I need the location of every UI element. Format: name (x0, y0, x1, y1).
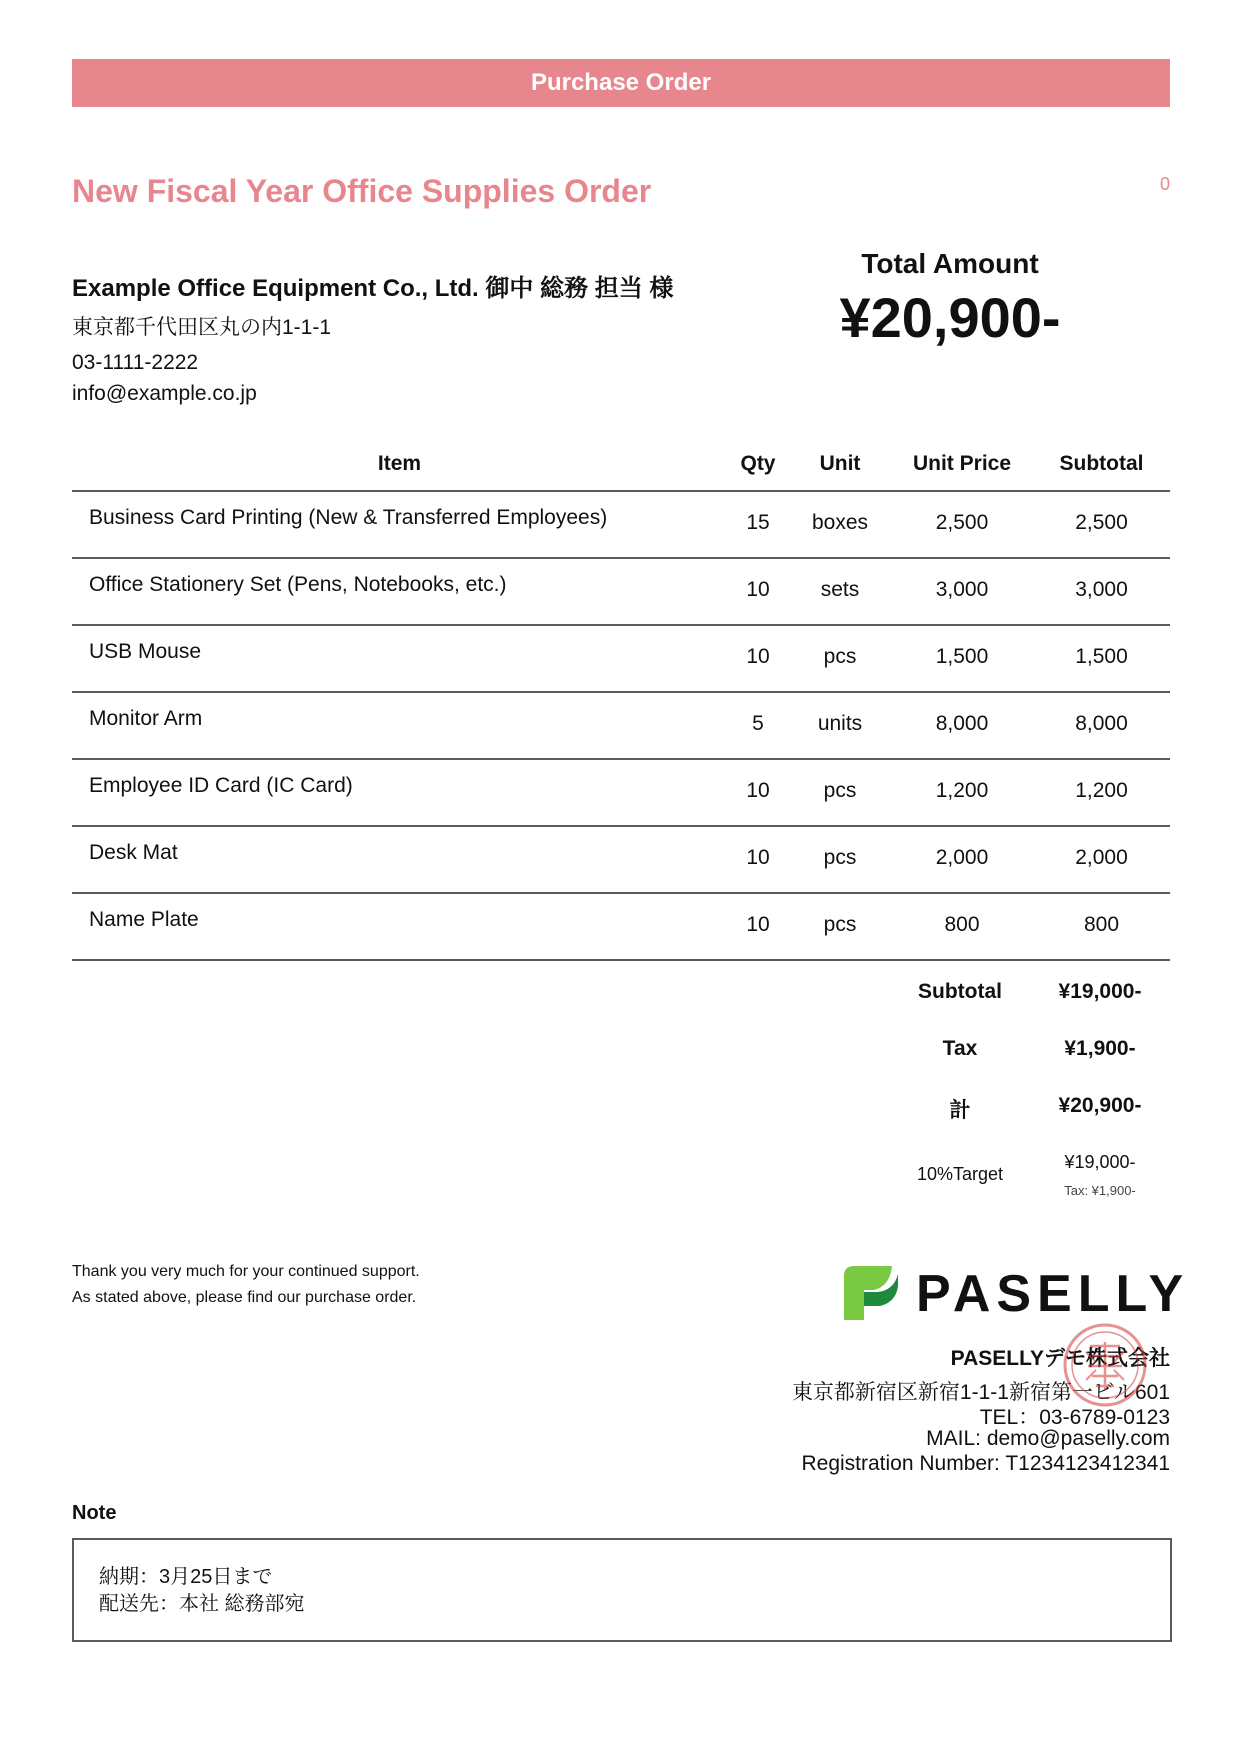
row-subtotal: 3,000 (1075, 578, 1128, 601)
summary-tax-label: Tax (942, 1037, 978, 1060)
row-qty: 10 (746, 645, 770, 668)
note-box (72, 1538, 1172, 1642)
document-title: Purchase Order (530, 69, 712, 96)
tax-rate-amount: ¥19,000- (1064, 1152, 1136, 1172)
issuer-name: PASELLYデモ株式会社 (950, 1347, 1170, 1370)
thanks-message-line-1: Thank you very much for your continued support. (72, 1263, 420, 1280)
column-header-item: Item (377, 452, 422, 475)
recipient-phone: 03-1111-2222 (72, 351, 199, 374)
table-row (72, 693, 1170, 759)
row-unit-price: 1,500 (935, 645, 989, 668)
row-qty: 10 (746, 913, 770, 936)
summary-subtotal-label: Subtotal (918, 980, 1002, 1003)
row-item: USB Mouse (89, 640, 202, 663)
logo-wordmark: PASELLY (916, 1265, 1190, 1323)
note-line-1: 納期：3月25日まで (99, 1566, 273, 1588)
column-header-subtotal: Subtotal (1059, 452, 1144, 475)
row-subtotal: 8,000 (1075, 712, 1128, 735)
row-qty: 10 (746, 846, 770, 869)
issuer-mail: MAIL: demo@paselly.com (926, 1427, 1170, 1450)
summary-subtotal-value: ¥19,000- (1058, 980, 1142, 1003)
row-unit-price: 2,000 (935, 846, 989, 869)
tax-rate-label: 10%Target (916, 1164, 1004, 1184)
summary-total-label: 計 (949, 1099, 971, 1122)
document-title-banner (72, 59, 1170, 107)
issuer-address: 東京都新宿区新宿1-1-1新宿第一ビル601 (791, 1381, 1170, 1404)
table-row (72, 559, 1170, 625)
row-item: Name Plate (89, 908, 199, 931)
table-row (72, 760, 1170, 826)
row-item: Monitor Arm (89, 707, 203, 730)
recipient-email: info@example.co.jp (72, 382, 257, 405)
row-subtotal: 2,500 (1075, 511, 1128, 534)
table-bottom-rule (72, 959, 1170, 961)
note-label: Note (72, 1502, 117, 1524)
row-qty: 5 (752, 712, 764, 735)
row-qty: 15 (746, 511, 770, 534)
row-unit-price: 8,000 (935, 712, 989, 735)
column-header-qty: Qty (740, 452, 776, 475)
row-item: Desk Mat (89, 841, 178, 864)
recipient-name: Example Office Equipment Co., Ltd. 御中 総務 担当 様 (72, 275, 674, 302)
row-qty: 10 (746, 779, 770, 802)
row-unit-price: 2,500 (935, 511, 989, 534)
page-counter: 0 (1160, 174, 1171, 194)
row-subtotal: 1,200 (1075, 779, 1128, 802)
recipient-address: 東京都千代田区丸の内1-1-1 (72, 316, 332, 339)
summary-tax-value: ¥1,900- (1064, 1037, 1136, 1060)
column-header-unit-price: Unit Price (912, 452, 1012, 475)
row-unit-price: 1,200 (935, 779, 989, 802)
row-subtotal: 800 (1083, 913, 1120, 936)
table-row (72, 492, 1170, 558)
tax-rate-tax: Tax: ¥1,900- (1064, 1183, 1136, 1198)
row-unit: sets (820, 578, 860, 601)
issuer-registration: Registration Number: T1234123412341 (801, 1452, 1170, 1475)
table-row (72, 894, 1170, 960)
note-line-2: 配送先：本社 総務部宛 (99, 1593, 305, 1615)
row-unit: pcs (823, 913, 857, 936)
row-subtotal: 2,000 (1075, 846, 1128, 869)
row-unit: units (817, 712, 863, 735)
issuer-logo (840, 1262, 1190, 1324)
column-header-unit: Unit (819, 452, 861, 475)
table-row (72, 626, 1170, 692)
row-subtotal: 1,500 (1075, 645, 1128, 668)
row-unit: pcs (823, 846, 857, 869)
row-unit: pcs (823, 779, 857, 802)
row-item: Employee ID Card (IC Card) (89, 774, 353, 797)
row-item: Business Card Printing (New & Transferred Employees) (89, 506, 608, 529)
issuer-tel: TEL：03-6789-0123 (979, 1406, 1170, 1429)
row-unit: pcs (823, 645, 857, 668)
summary-total-value: ¥20,900- (1058, 1094, 1142, 1117)
row-unit-price: 3,000 (935, 578, 989, 601)
table-row (72, 827, 1170, 893)
row-item: Office Stationery Set (Pens, Notebooks, etc.) (89, 573, 507, 596)
total-amount-label: Total Amount (861, 248, 1039, 279)
row-qty: 10 (746, 578, 770, 601)
row-unit: boxes (811, 511, 869, 534)
thanks-message-line-2: As stated above, please find our purchase order. (72, 1289, 417, 1306)
company-seal-stamp-icon (1062, 1322, 1148, 1408)
row-unit-price: 800 (944, 913, 980, 936)
total-amount-value: ¥20,900- (839, 286, 1061, 349)
order-subject: New Fiscal Year Office Supplies Order (72, 173, 652, 209)
